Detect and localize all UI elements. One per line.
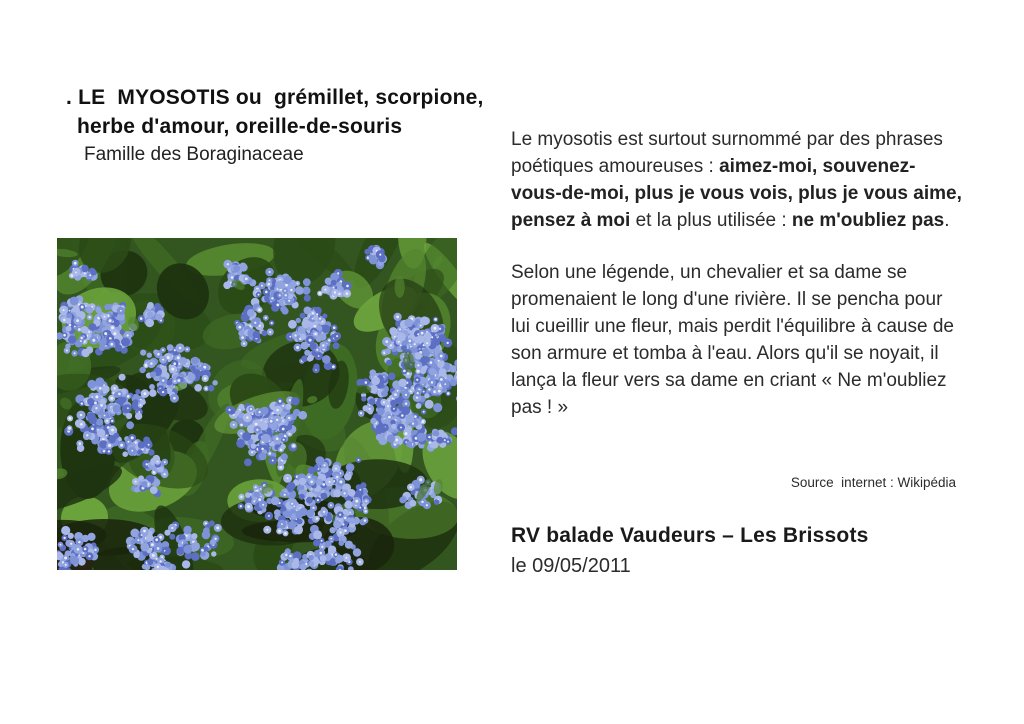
- title-line-2: herbe d'amour, oreille-de-souris: [77, 115, 403, 138]
- source-credit: Source internet : Wikipédia: [790, 475, 956, 490]
- footer-block: [511, 524, 869, 578]
- myosotis-photo: [57, 238, 457, 570]
- text-column: [511, 126, 963, 446]
- footer-date: le 09/05/2011: [511, 555, 631, 577]
- footer-event: RV balade Vaudeurs – Les Brissots: [511, 524, 869, 547]
- paragraph-nicknames: Le myosotis est surtout surnommé par des phrases poétiques amoureuses : aimez-moi, souvenez-vous-de-moi, plus je vous vois, plus je vous aime, pensez à moi et la plus utilisée : ne m'oubliez pas.: [511, 129, 962, 231]
- title-line-1: . LE MYOSOTIS ou grémillet, scorpione,: [66, 86, 484, 109]
- paragraph-legend: Selon une légende, un chevalier et sa dame se promenaient le long d'une rivière. Il se pencha pour lui cueillir une fleur, mais perdit l'équilibre à cause de son armure et tomba à l'eau. Alors qu'il se noyait, il lança la fleur vers sa dame en criant « Ne m'oubliez pas ! »: [511, 262, 954, 418]
- title-family: Famille des Boraginaceae: [84, 144, 304, 165]
